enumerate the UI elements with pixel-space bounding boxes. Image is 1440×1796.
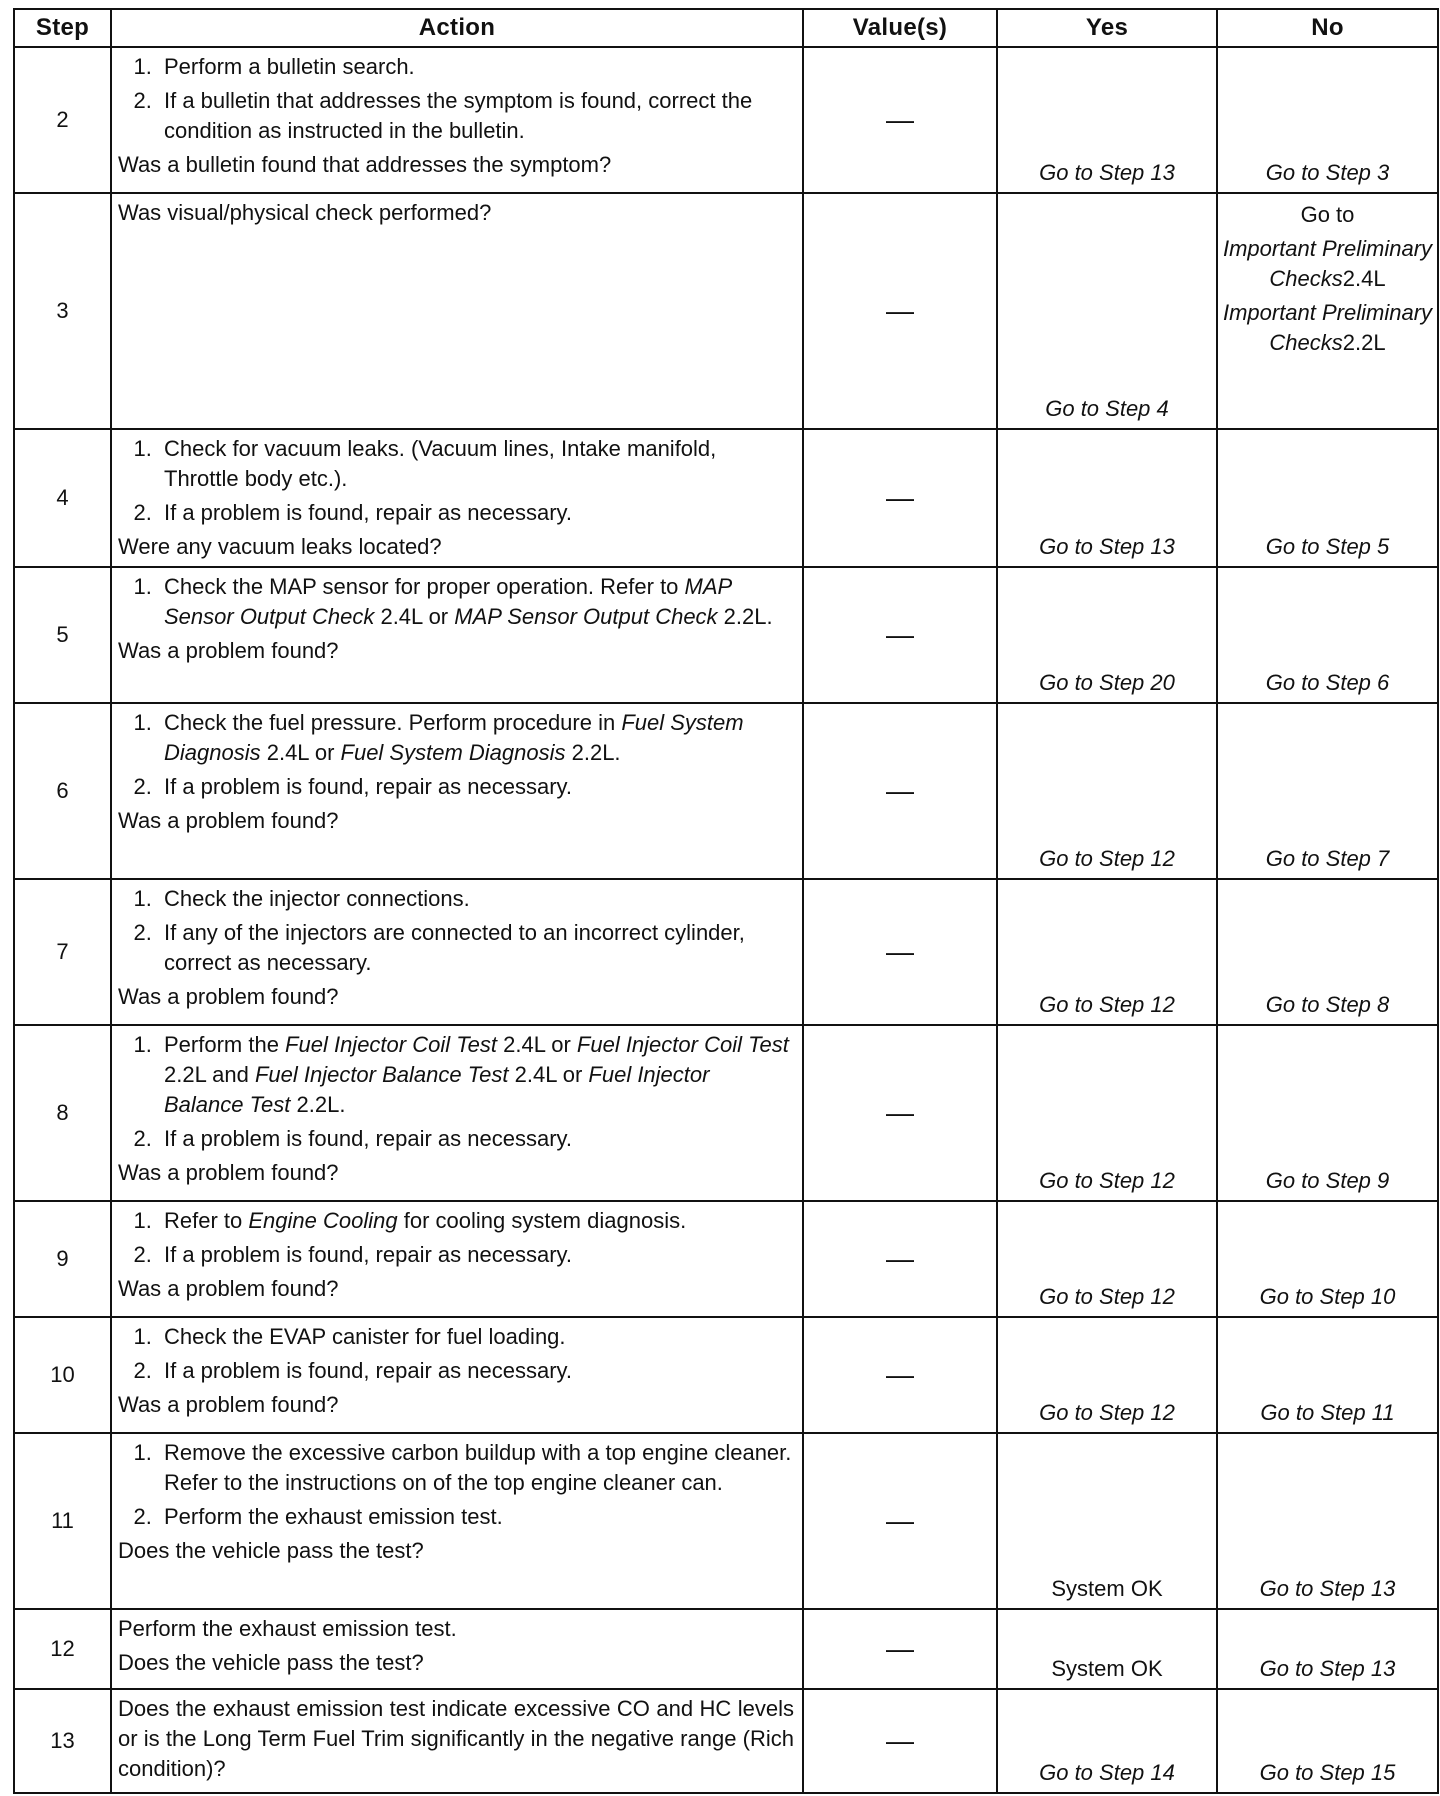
yes-cell: Go to Step 12: [997, 879, 1217, 1025]
value-cell: —: [803, 429, 997, 567]
value-cell: —: [803, 1433, 997, 1609]
value-cell: —: [803, 193, 997, 429]
table-row: [14, 1201, 1438, 1317]
action-cell: [111, 1201, 803, 1317]
action-item: 2. If a problem is found, repair as necessary.: [158, 498, 794, 528]
no-cell: Go to Step 15: [1217, 1689, 1438, 1793]
doc-reference: MAP Sensor Output Check: [454, 604, 718, 629]
doc-reference: Fuel Injector Coil Test: [576, 1032, 789, 1057]
action-item: 2. If a problem is found, repair as necessary.: [158, 772, 794, 802]
step-number: 10: [14, 1317, 111, 1433]
text-run: Refer to: [164, 1208, 249, 1233]
text-run: 2.2L.: [290, 1092, 346, 1117]
text-run: Check the MAP sensor for proper operation. Refer to: [164, 574, 685, 599]
text-run: 2.4L or: [374, 604, 455, 629]
action-cell: [111, 1025, 803, 1201]
yes-cell: Go to Step 14: [997, 1689, 1217, 1793]
table-row: [14, 47, 1438, 193]
text-run: for cooling system diagnosis.: [397, 1208, 687, 1233]
action-question: Was visual/physical check performed?: [118, 200, 492, 225]
step-number: 3: [14, 193, 111, 429]
yes-cell: Go to Step 20: [997, 567, 1217, 703]
no-cell: Go to Step 8: [1217, 879, 1438, 1025]
action-question: Was a problem found?: [118, 984, 339, 1009]
doc-reference: Fuel Injector Coil Test: [285, 1032, 497, 1057]
action-item: 2. If a problem is found, repair as necessary.: [158, 1356, 794, 1386]
action-item: [158, 1206, 794, 1236]
action-item: [158, 708, 794, 768]
action-question: Was a problem found?: [118, 1276, 339, 1301]
no-ref: [1222, 234, 1433, 294]
header-yes: Yes: [997, 9, 1217, 47]
header-row: [14, 9, 1438, 47]
doc-reference: Fuel System Diagnosis: [164, 710, 744, 765]
yes-cell: Go to Step 12: [997, 703, 1217, 879]
value-cell: —: [803, 1317, 997, 1433]
yes-cell: Go to Step 13: [997, 429, 1217, 567]
text-run: 2.4L or: [497, 1032, 577, 1057]
action-item: 2. Perform the exhaust emission test.: [158, 1502, 794, 1532]
action-item: 2. If any of the injectors are connected to an incorrect cylinder, correct as necessary.: [158, 918, 794, 978]
table-row: [14, 1433, 1438, 1609]
table-row: [14, 879, 1438, 1025]
step-number: 9: [14, 1201, 111, 1317]
action-cell: [111, 1317, 803, 1433]
action-item: 1. Remove the excessive carbon buildup with a top engine cleaner. Refer to the instructions on of the top engine cleaner can.: [158, 1438, 794, 1498]
table-row: [14, 193, 1438, 429]
header-step: Step: [14, 9, 111, 47]
action-item: 2. If a bulletin that addresses the symptom is found, correct the condition as instructed in the bulletin.: [158, 86, 794, 146]
action-list: [118, 434, 794, 528]
action-cell: [111, 879, 803, 1025]
action-cell: [111, 703, 803, 879]
action-question: Was a problem found?: [118, 1160, 339, 1185]
no-cell: Go to Step 5: [1217, 429, 1438, 567]
action-list: [118, 1438, 794, 1532]
value-cell: —: [803, 1609, 997, 1689]
header-no: No: [1217, 9, 1438, 47]
no-ref-title: Important Preliminary Checks: [1222, 236, 1433, 291]
action-item: 1. Check for vacuum leaks. (Vacuum lines, Intake manifold, Throttle body etc.).: [158, 434, 794, 494]
action-cell: [111, 429, 803, 567]
table-row: [14, 1317, 1438, 1433]
header-action: Action: [111, 9, 803, 47]
table-row: [14, 429, 1438, 567]
step-number: 13: [14, 1689, 111, 1793]
yes-cell: Go to Step 12: [997, 1201, 1217, 1317]
table-row: [14, 1609, 1438, 1689]
action-item: [158, 572, 794, 632]
doc-reference: Engine Cooling: [248, 1208, 398, 1233]
no-cell: Go to Step 3: [1217, 47, 1438, 193]
action-list: [118, 708, 794, 802]
action-cell: [111, 1689, 803, 1793]
table-row: [14, 1689, 1438, 1793]
action-cell: [111, 1609, 803, 1689]
action-item: 1. Check the EVAP canister for fuel loading.: [158, 1322, 794, 1352]
value-cell: —: [803, 703, 997, 879]
no-cell: Go to Step 9: [1217, 1025, 1438, 1201]
action-list: [118, 1322, 794, 1386]
no-cell: Go to Step 6: [1217, 567, 1438, 703]
step-number: 11: [14, 1433, 111, 1609]
value-cell: —: [803, 47, 997, 193]
yes-cell: System OK: [997, 1609, 1217, 1689]
action-question: Was a problem found?: [118, 808, 339, 833]
action-question: Does the exhaust emission test indicate excessive CO and HC levels or is the Long Term Fuel Trim significantly in the negative range (Rich condition)?: [118, 1696, 794, 1781]
action-cell: [111, 193, 803, 429]
no-ref-engine: 2.4L: [1342, 266, 1386, 291]
action-cell: [111, 567, 803, 703]
text-run: 2.2L.: [717, 604, 773, 629]
value-cell: —: [803, 879, 997, 1025]
no-cell: [1217, 193, 1438, 429]
step-number: 5: [14, 567, 111, 703]
text-run: 2.4L or: [260, 740, 341, 765]
action-question: Was a problem found?: [118, 1392, 339, 1417]
text-run: Perform the: [164, 1032, 286, 1057]
text-run: 2.4L or: [508, 1062, 589, 1087]
action-item: 2. If a problem is found, repair as necessary.: [158, 1240, 794, 1270]
text-run: Check the fuel pressure. Perform procedure in: [164, 710, 622, 735]
yes-cell: System OK: [997, 1433, 1217, 1609]
action-list: [118, 572, 794, 632]
doc-reference: MAP Sensor Output Check: [164, 574, 732, 629]
table-row: [14, 703, 1438, 879]
value-cell: —: [803, 1201, 997, 1317]
no-cell: Go to Step 10: [1217, 1201, 1438, 1317]
action-item: 2. If a problem is found, repair as necessary.: [158, 1124, 794, 1154]
no-goto: Go to: [1300, 202, 1355, 227]
action-item: [158, 1030, 794, 1120]
action-list: [118, 52, 794, 146]
table-row: [14, 1025, 1438, 1201]
yes-cell: Go to Step 13: [997, 47, 1217, 193]
no-cell: Go to Step 13: [1217, 1609, 1438, 1689]
yes-cell: Go to Step 4: [997, 193, 1217, 429]
yes-cell: Go to Step 12: [997, 1317, 1217, 1433]
step-number: 12: [14, 1609, 111, 1689]
yes-cell: Go to Step 12: [997, 1025, 1217, 1201]
action-cell: [111, 47, 803, 193]
step-number: 7: [14, 879, 111, 1025]
value-cell: —: [803, 1689, 997, 1793]
action-question: Does the vehicle pass the test?: [118, 1650, 424, 1675]
no-cell: Go to Step 7: [1217, 703, 1438, 879]
action-question: Does the vehicle pass the test?: [118, 1538, 424, 1563]
doc-reference: Fuel Injector Balance Test: [254, 1062, 509, 1087]
doc-reference: Fuel System Diagnosis: [340, 740, 566, 765]
value-cell: —: [803, 567, 997, 703]
action-item: 1. Check the injector connections.: [158, 884, 794, 914]
action-line: Perform the exhaust emission test.: [118, 1616, 457, 1641]
header-values: Value(s): [803, 9, 997, 47]
diagnostic-table: [13, 8, 1439, 1794]
value-cell: —: [803, 1025, 997, 1201]
no-ref-title: Important Preliminary Checks: [1222, 300, 1433, 355]
action-question: Was a problem found?: [118, 638, 339, 663]
step-number: 6: [14, 703, 111, 879]
step-number: 8: [14, 1025, 111, 1201]
table-row: [14, 567, 1438, 703]
no-ref-engine: 2.2L: [1342, 330, 1386, 355]
no-ref: [1222, 298, 1433, 358]
no-cell: Go to Step 11: [1217, 1317, 1438, 1433]
text-run: 2.2L and: [164, 1062, 255, 1087]
step-number: 2: [14, 47, 111, 193]
action-list: [118, 1206, 794, 1270]
action-cell: [111, 1433, 803, 1609]
text-run: 2.2L.: [565, 740, 621, 765]
action-question: Was a bulletin found that addresses the symptom?: [118, 152, 612, 177]
action-question: Were any vacuum leaks located?: [118, 534, 442, 559]
action-list: [118, 1030, 794, 1154]
step-number: 4: [14, 429, 111, 567]
action-list: [118, 884, 794, 978]
no-cell: Go to Step 13: [1217, 1433, 1438, 1609]
doc-reference: Fuel Injector Balance Test: [164, 1062, 710, 1117]
action-item: 1. Perform a bulletin search.: [158, 52, 794, 82]
